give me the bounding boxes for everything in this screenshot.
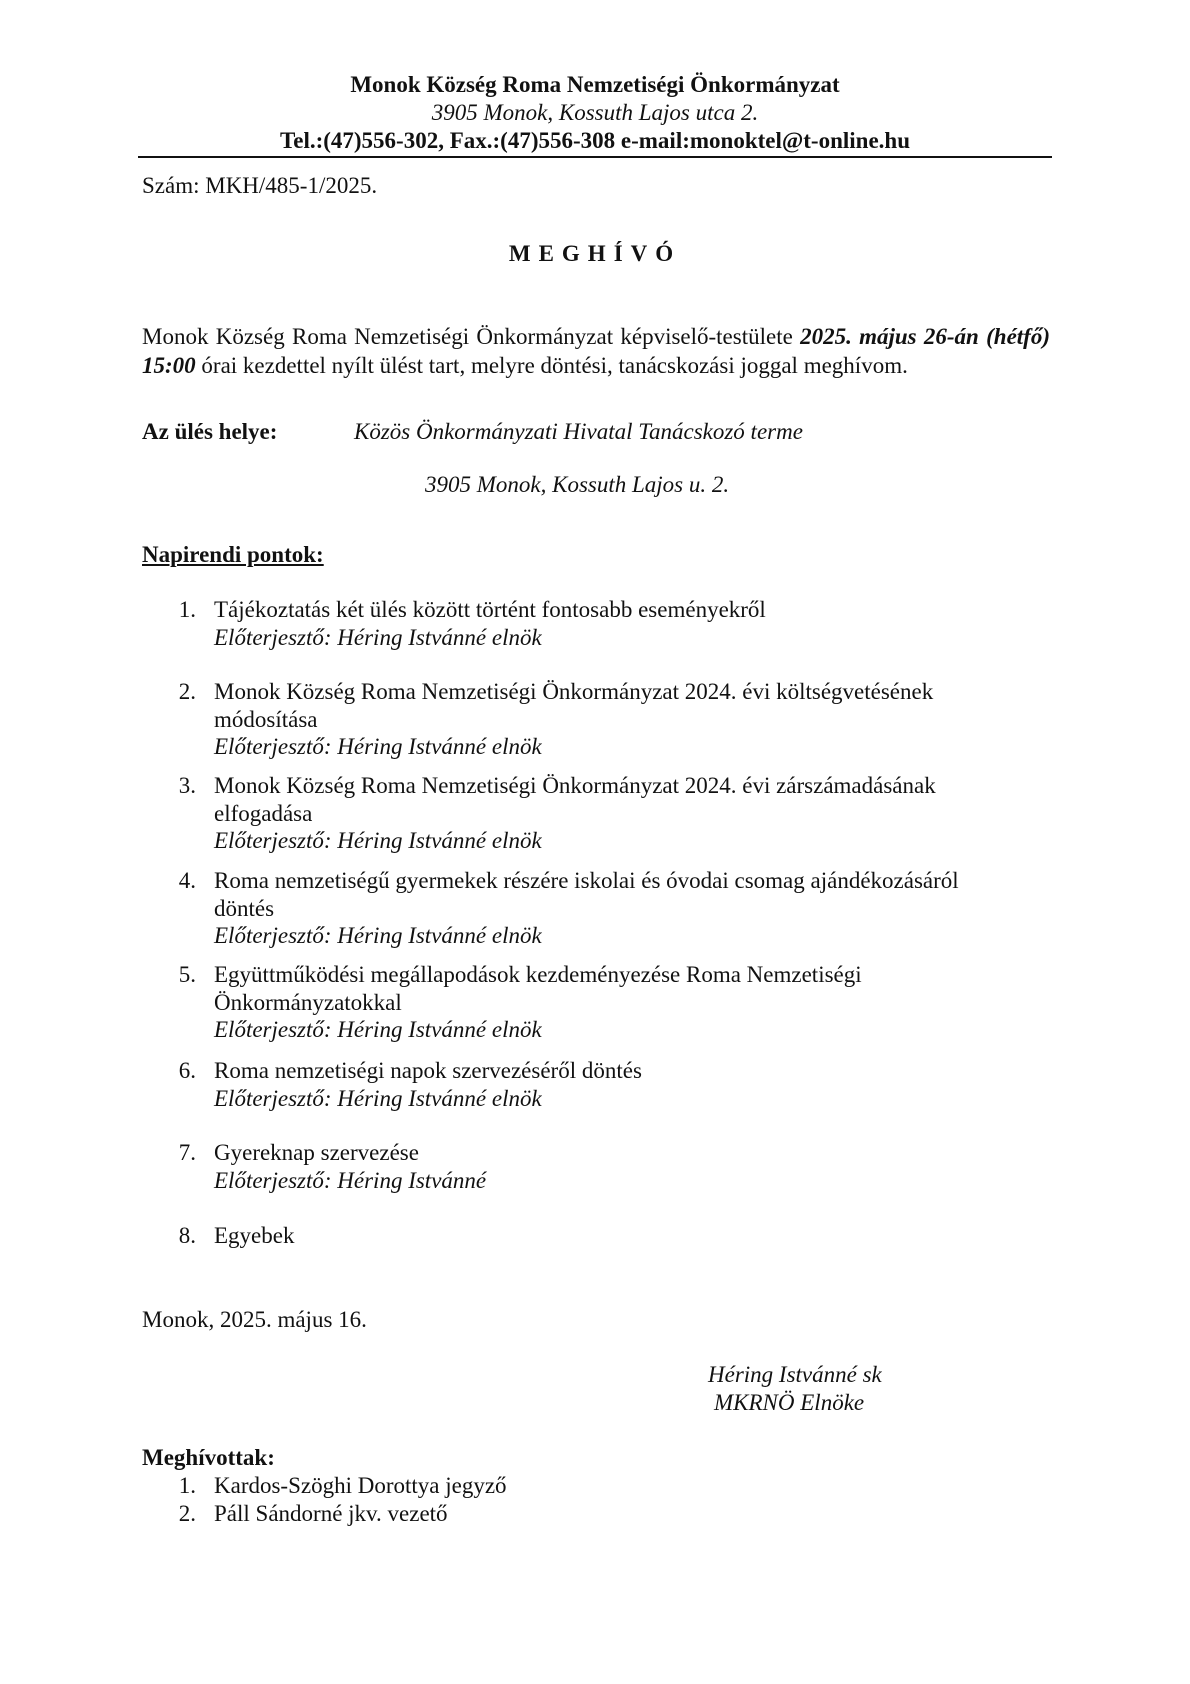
invitee-name: Kardos-Szöghi Dorottya jegyző [214, 1473, 507, 1498]
agenda-item-number: 1. [178, 597, 196, 622]
agenda-item-number: 2. [178, 679, 196, 704]
invitees-heading: Meghívottak: [142, 1445, 275, 1470]
venue-address: 3905 Monok, Kossuth Lajos u. 2. [425, 472, 730, 497]
agenda-item-number: 5. [178, 962, 196, 987]
organization-address: 3905 Monok, Kossuth Lajos utca 2. [431, 100, 759, 125]
header-divider [138, 156, 1052, 158]
intro-text-end: órai kezdettel nyílt ülést tart, melyre döntési, tanácskozási joggal meghívom. [195, 353, 908, 378]
agenda-item-title-continued: Önkormányzatokkal [214, 989, 402, 1015]
agenda-item-title: Gyereknap szervezése [214, 1140, 419, 1165]
agenda-item-title-continued: módosítása [214, 706, 318, 732]
agenda-item-presenter: Előterjesztő: Héring Istvánné elnök [214, 923, 542, 948]
agenda-item-number: 4. [178, 868, 196, 893]
agenda-item-title-continued: döntés [214, 895, 275, 921]
agenda-item-presenter: Előterjesztő: Héring Istvánné elnök [214, 624, 542, 650]
agenda-heading: Napirendi pontok: [142, 542, 324, 567]
signature-title: MKRNÖ Elnöke [714, 1390, 865, 1415]
agenda-item-presenter: Előterjesztő: Héring Istvánné elnök [214, 1017, 542, 1042]
agenda-item-number: 8. [178, 1223, 196, 1248]
meeting-date-time: 2025. május 26-án (hétfő) 15:00 [142, 324, 1050, 378]
agenda-item-title: Együttműködési megállapodások kezdeményezése Roma Nemzetiségi [214, 962, 862, 987]
agenda-item-title: Monok Község Roma Nemzetiségi Önkormányzat 2024. évi költségvetésének [214, 679, 934, 704]
document-title: MEGHÍVÓ [508, 241, 682, 266]
intro-paragraph [142, 322, 1050, 380]
invitee-number: 2. [178, 1501, 196, 1526]
venue-label: Az ülés helye: [142, 419, 278, 444]
agenda-item-title-continued: elfogadása [214, 800, 313, 826]
agenda-item-number: 3. [178, 773, 196, 798]
organization-name: Monok Község Roma Nemzetiségi Önkormányzat [350, 72, 840, 97]
agenda-item-presenter: Előterjesztő: Héring Istvánné elnök [214, 1085, 542, 1111]
agenda-item-number: 7. [178, 1140, 196, 1165]
place-and-date: Monok, 2025. május 16. [142, 1307, 367, 1332]
intro-text-start: Monok Község Roma Nemzetiségi Önkormányzat képviselő-testülete [142, 324, 801, 349]
agenda-item-title: Roma nemzetiségű gyermekek részére iskolai és óvodai csomag ajándékozásáról [214, 868, 959, 893]
agenda-item-presenter: Előterjesztő: Héring Istvánné elnök [214, 734, 542, 759]
agenda-item-title: Monok Község Roma Nemzetiségi Önkormányzat 2024. évi zárszámadásának [214, 773, 936, 798]
venue-room: Közös Önkormányzati Hivatal Tanácskozó terme [354, 419, 803, 444]
invitee-name: Páll Sándorné jkv. vezető [214, 1501, 448, 1526]
organization-contact: Tel.:(47)556-302, Fax.:(47)556-308 e-mail:monoktel@t-online.hu [280, 128, 910, 153]
agenda-item-presenter: Előterjesztő: Héring Istvánné [214, 1167, 487, 1193]
reference-number: Szám: MKH/485-1/2025. [142, 173, 378, 198]
agenda-item-presenter: Előterjesztő: Héring Istvánné elnök [214, 828, 542, 853]
signature-name: Héring Istvánné sk [708, 1362, 882, 1387]
agenda-item-title: Roma nemzetiségi napok szervezéséről döntés [214, 1058, 642, 1083]
agenda-item-title: Egyebek [214, 1223, 295, 1248]
agenda-item-title: Tájékoztatás két ülés között történt fontosabb eseményekről [214, 597, 766, 622]
agenda-item-number: 6. [178, 1058, 196, 1083]
invitee-number: 1. [178, 1473, 196, 1498]
